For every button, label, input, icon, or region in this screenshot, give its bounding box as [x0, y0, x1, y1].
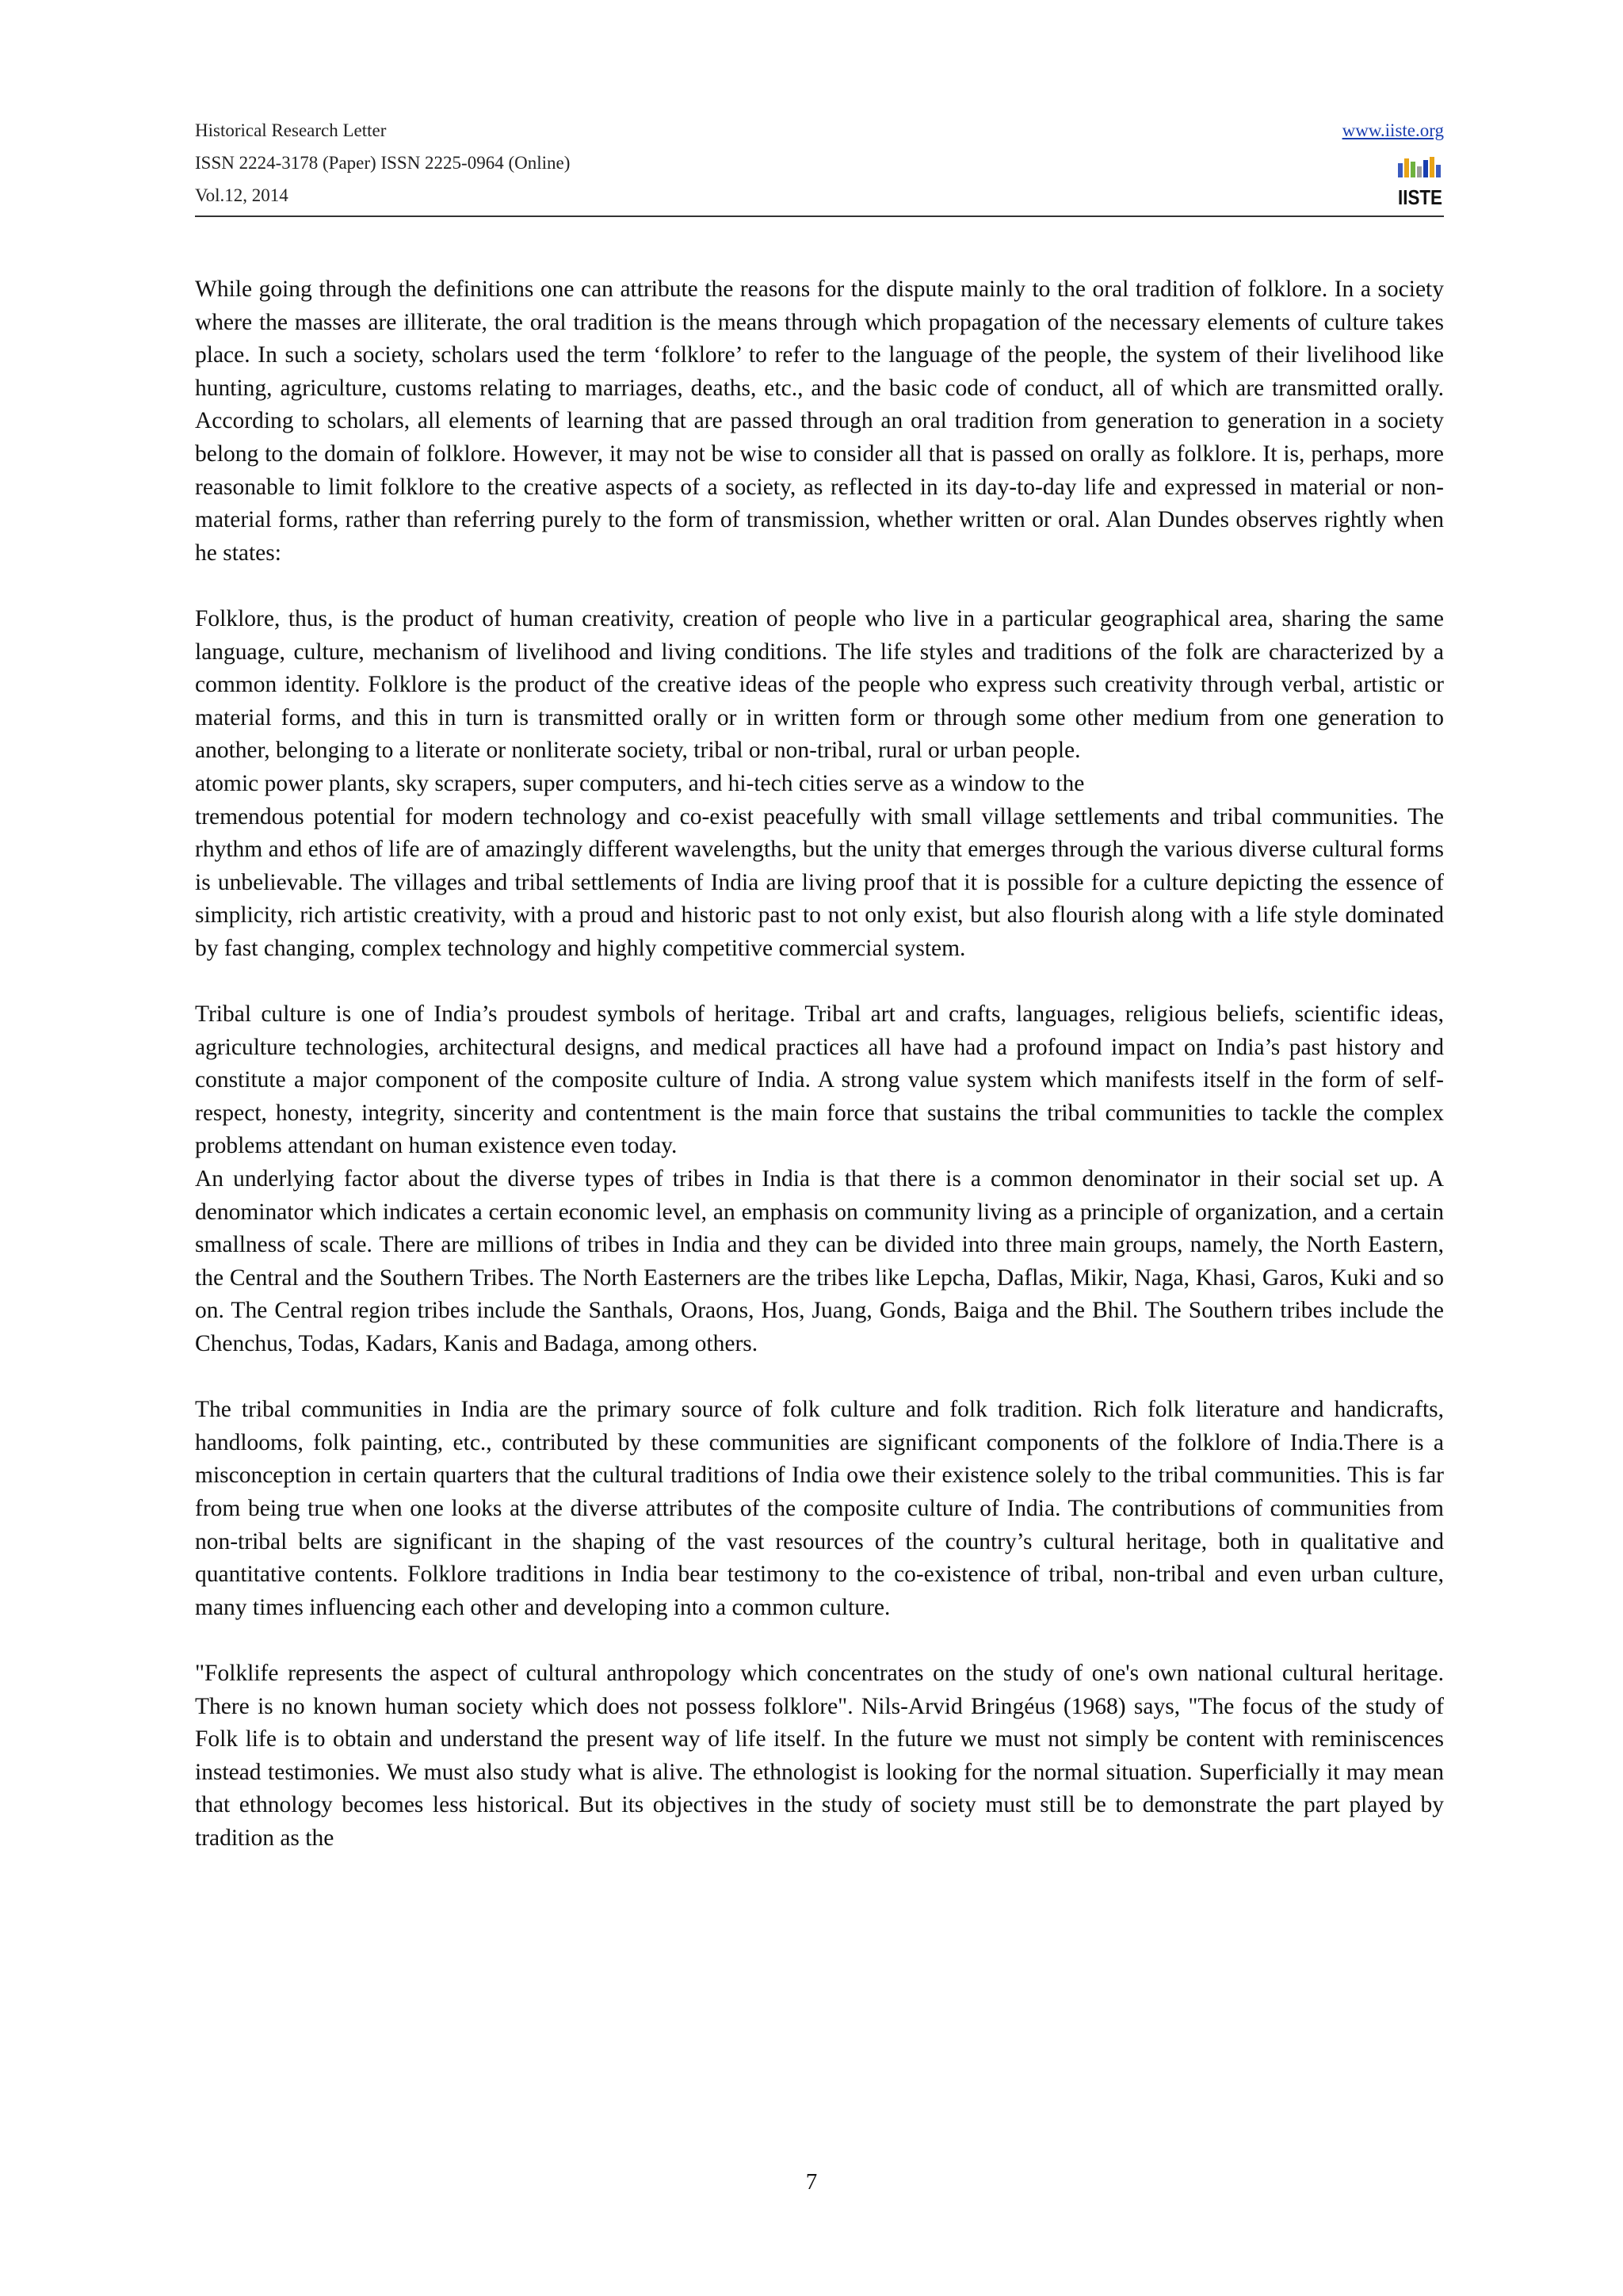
journal-header	[195, 114, 1444, 217]
logo-bar	[1411, 162, 1415, 177]
paragraph-2: Folklore, thus, is the product of human creativity, creation of people who live in a particular geographical area, sharing the same language, culture, mechanism of livelihood and living conditions. The life styles and traditions of the folk are characterized by a common identity. Folklore is the product of the creative ideas of the people who express such creativity through verbal, artistic or material forms, and this in turn is transmitted orally or in written form or through some other medium from one generation to another, belonging to a literate or nonliterate society, tribal or non-tribal, rural or urban people.	[195, 605, 1444, 764]
logo-bar	[1404, 158, 1409, 177]
header-divider	[195, 215, 1444, 217]
journal-volume: Vol.12, 2014	[195, 185, 288, 205]
paragraph-4: tremendous potential for modern technology and co-exist peacefully with small village settlements and tribal communities. The rhythm and ethos of life are of amazingly different wavelengths, but the unity that emerges through the various diverse cultural forms is unbelievable. The villages and tribal settlements of India are living proof that it is possible for a culture depicting the essence of simplicity, rich artistic creativity, with a proud and historic past to not only exist, but also flourish along with a life style dominated by fast changing, complex technology and highly competitive commercial system.	[195, 803, 1444, 961]
journal-issn: ISSN 2224-3178 (Paper) ISSN 2225-0964 (Online)	[195, 153, 571, 173]
paragraph-8: "Folklife represents the aspect of cultural anthropology which concentrates on the study of one's own national cultural heritage. There is no known human society which does not possess folklore". Nils-Arvid Bringéus (1968) says, "The focus of the study of Folk life is to obtain and understand the present way of life itself. In the future we must not simply be content with reminiscences instead testimonies. We must also study what is alive. The ethnologist is looking for the normal situation. Superficially it may mean that ethnology becomes less historical. But its objectives in the study of society must still be to demonstrate the part played by tradition as the	[195, 1660, 1444, 1851]
paragraph-1: While going through the definitions one can attribute the reasons for the dispute mainly to the oral tradition of folklore. In a society where the masses are illiterate, the oral tradition is the means through which propagation of the necessary elements of culture takes place. In such a society, scholars used the term ‘folklore’ to refer to the language of the people, the system of their livelihood like hunting, agriculture, customs relating to marriages, deaths, etc., and the basic code of conduct, all of which are transmitted orally. According to scholars, all elements of learning that are passed through an oral tradition from generation to generation in a society belong to the domain of folklore. However, it may not be wise to consider all that is passed on orally as folklore. It is, perhaps, more reasonable to limit folklore to the creative aspects of a society, as reflected in its day-to-day life and expressed in material or non-material forms, rather than referring purely to the form of transmission, whether written or oral. Alan Dundes observes rightly when he states:	[195, 277, 1444, 566]
logo-bar	[1430, 157, 1434, 177]
logo-bars-icon	[1398, 157, 1441, 177]
paragraph-6: An underlying factor about the diverse types of tribes in India is that there is a common denominator in their social set up. A denominator which indicates a certain economic level, an emphasis on community living as a principle of organization, and a certain smallness of scale. There are millions of tribes in India and they can be divided into three main groups, namely, the North Eastern, the Central and the Southern Tribes. The North Easterners are the tribes like Lepcha, Daflas, Mikir, Naga, Khasi, Garos, Kuki and so on. The Central region tribes include the Santhals, Oraons, Hos, Juang, Gonds, Baiga and the Bhil. The Southern tribes include the Chenchus, Todas, Kadars, Kanis and Badaga, among others.	[195, 1166, 1444, 1356]
paragraph-7: The tribal communities in India are the primary source of folk culture and folk tradition. Rich folk literature and handicrafts, handlooms, folk painting, etc., contributed by these communities are significant components of the folklore of India.There is a misconception in certain quarters that the cultural traditions of India owe their existence solely to the tribal communities. This is far from being true when one looks at the diverse attributes of the composite culture of India. The contributions of communities from non-tribal belts are significant in the shaping of the vast resources of the country’s cultural heritage, both in qualitative and quantitative contents. Folklore traditions in India bear testimony to the co-existence of tribal, non-tribal and even urban culture, many times influencing each other and developing into a common culture.	[195, 1397, 1444, 1620]
logo-bar	[1417, 166, 1422, 177]
journal-info	[195, 114, 570, 212]
paragraph-5: Tribal culture is one of India’s proudest symbols of heritage. Tribal art and crafts, languages, religious beliefs, scientific ideas, agriculture technologies, architectural designs, and medical practices all have had a profound impact on India’s past history and constitute a major component of the composite culture of India. A strong value system which manifests itself in the form of self-respect, honesty, integrity, sincerity and contentment is the main force that sustains the tribal communities to tackle the complex problems attendant on human existence even today.	[195, 1001, 1444, 1159]
journal-title: Historical Research Letter	[195, 120, 387, 140]
logo-text: IISTE	[1398, 185, 1442, 209]
article-body	[195, 273, 1444, 1855]
logo-bar	[1436, 165, 1441, 177]
page-number: 7	[805, 2169, 818, 2195]
website-link[interactable]: www.iiste.org	[1342, 120, 1444, 140]
iiste-logo	[1396, 147, 1444, 208]
logo-bar	[1398, 163, 1403, 177]
paragraph-3: atomic power plants, sky scrapers, super computers, and hi-tech cities serve as a window to the	[195, 770, 1085, 796]
logo-bar	[1423, 160, 1428, 177]
